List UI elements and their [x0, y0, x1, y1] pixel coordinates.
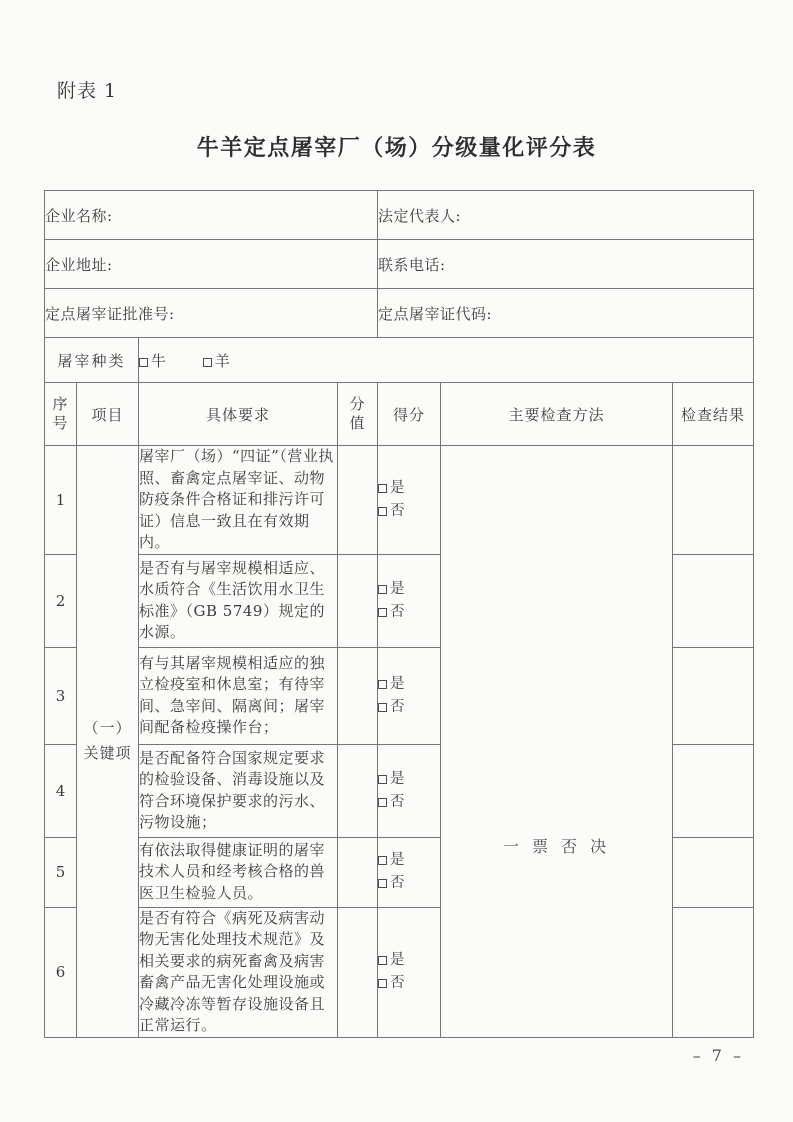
yes-label: 是 — [390, 852, 405, 868]
group-label-line1: （一） — [83, 718, 132, 737]
checkbox-no-row5[interactable] — [378, 879, 387, 888]
group-label-line2: 关键项 — [83, 744, 132, 763]
row1-result-cell — [673, 446, 754, 555]
row2-option-yes — [378, 578, 440, 601]
row6-result-cell — [673, 907, 754, 1037]
row1-requirement: 屠宰厂（场）“四证”（营业执照、畜禽定点屠宰证、动物防疫条件合格证和排污许可证）信息一致且在有效期内。 — [139, 446, 338, 555]
row1-option-yes — [378, 477, 440, 500]
checkbox-no-row4[interactable] — [378, 798, 387, 807]
method-veto-cell — [441, 446, 673, 1038]
no-label: 否 — [390, 603, 405, 620]
header-points: 得分 — [378, 383, 441, 446]
checkbox-yes-row2[interactable] — [378, 585, 387, 594]
yes-label: 是 — [390, 580, 405, 597]
row6-option-no — [378, 972, 440, 995]
header-no — [45, 383, 77, 446]
slaughter-cert-approval-label: 定点屠宰证批准号: — [45, 289, 378, 338]
company-address-label: 企业地址: — [45, 240, 378, 289]
checkbox-cattle[interactable] — [139, 358, 148, 367]
species-option-sheep — [203, 350, 230, 371]
species-options-cell — [139, 338, 754, 383]
row3-option-yes — [378, 673, 440, 696]
checkbox-yes-row3[interactable] — [378, 680, 387, 689]
row4-no: 4 — [45, 744, 77, 837]
species-cattle-label: 牛 — [151, 351, 167, 370]
row3-score-value-cell — [338, 647, 378, 744]
header-method: 主要检查方法 — [441, 383, 673, 446]
header-no-line2: 号 — [52, 414, 69, 432]
species-sheep-label: 羊 — [214, 351, 230, 370]
row2-result-cell — [673, 554, 754, 647]
info-row-certificate — [45, 289, 754, 338]
row5-option-no — [378, 872, 440, 895]
checkbox-no-row1[interactable] — [378, 507, 387, 516]
yes-label: 是 — [390, 479, 405, 496]
row5-requirement: 有依法取得健康证明的屠宰技术人员和经考核合格的兽医卫生检验人员。 — [139, 837, 338, 907]
no-label: 否 — [390, 698, 405, 715]
scoring-form-table — [44, 190, 754, 1038]
attachment-label: 附表 1 — [57, 80, 118, 102]
row5-points-cell — [378, 837, 441, 907]
row3-requirement: 有与其屠宰规模相适应的独立检疫室和休息室；有待宰间、急宰间、隔离间；屠宰间配备检疫操作台； — [139, 647, 338, 744]
row2-no: 2 — [45, 554, 77, 647]
row2-option-no — [378, 601, 440, 624]
row4-requirement: 是否配备符合国家规定要求的检验设备、消毒设施以及符合环境保护要求的污水、污物设施； — [139, 744, 338, 837]
no-label: 否 — [390, 502, 405, 519]
info-row-address — [45, 240, 754, 289]
row4-option-no — [378, 791, 440, 814]
checkbox-no-row6[interactable] — [378, 979, 387, 988]
row4-points-cell — [378, 744, 441, 837]
species-label: 屠宰种类 — [45, 338, 139, 383]
row3-result-cell — [673, 647, 754, 744]
row6-requirement: 是否有符合《病死及病害动物无害化处理技术规范》及相关要求的病死畜禽及病害畜禽产品无害化处理设施或冷藏冷冻等暂存设施设备且正常运行。 — [139, 907, 338, 1037]
row2-requirement: 是否有与屠宰规模相适应、水质符合《生活饮用水卫生标准》（GB 5749）规定的水源。 — [139, 554, 338, 647]
page-number: – 7 – — [692, 1046, 744, 1065]
header-result: 检查结果 — [673, 383, 754, 446]
row5-result-cell — [673, 837, 754, 907]
row3-no: 3 — [45, 647, 77, 744]
slaughter-cert-code-label: 定点屠宰证代码: — [378, 289, 754, 338]
row3-option-no — [378, 696, 440, 719]
group-key-items-cell — [77, 446, 139, 1038]
checkbox-yes-row4[interactable] — [378, 775, 387, 784]
row6-score-value-cell — [338, 907, 378, 1037]
no-label: 否 — [390, 875, 405, 891]
row5-score-value-cell — [338, 837, 378, 907]
checkbox-no-row3[interactable] — [378, 703, 387, 712]
row4-result-cell — [673, 744, 754, 837]
page-title: 牛羊定点屠宰厂（场）分级量化评分表 — [196, 135, 597, 161]
checkbox-no-row2[interactable] — [378, 608, 387, 617]
row2-score-value-cell — [338, 554, 378, 647]
header-score-value — [338, 383, 378, 446]
no-label: 否 — [390, 975, 405, 991]
company-name-label: 企业名称: — [45, 191, 378, 240]
legal-representative-label: 法定代表人: — [378, 191, 754, 240]
checkbox-yes-row6[interactable] — [378, 956, 387, 965]
checkbox-yes-row5[interactable] — [378, 856, 387, 865]
info-row-name — [45, 191, 754, 240]
yes-label: 是 — [390, 952, 405, 968]
header-score-line2: 值 — [349, 414, 366, 432]
no-label: 否 — [390, 793, 405, 810]
species-row — [45, 338, 754, 383]
row6-option-yes — [378, 949, 440, 972]
contact-phone-label: 联系电话: — [378, 240, 754, 289]
row6-points-cell — [378, 907, 441, 1037]
checkbox-sheep[interactable] — [203, 358, 212, 367]
row3-points-cell — [378, 647, 441, 744]
checkbox-yes-row1[interactable] — [378, 484, 387, 493]
yes-label: 是 — [390, 770, 405, 787]
table-header-row — [45, 383, 754, 446]
row5-no: 5 — [45, 837, 77, 907]
row4-option-yes — [378, 768, 440, 791]
row2-points-cell — [378, 554, 441, 647]
species-option-cattle — [139, 350, 166, 371]
header-no-line1: 序 — [52, 395, 69, 414]
row6-no: 6 — [45, 907, 77, 1037]
row1-option-no — [378, 500, 440, 523]
row1-points-cell — [378, 446, 441, 555]
header-score-line1: 分 — [349, 395, 366, 414]
row1-score-value-cell — [338, 446, 378, 555]
row1-no: 1 — [45, 446, 77, 555]
header-item: 项目 — [77, 383, 139, 446]
row5-option-yes — [378, 849, 440, 872]
header-requirement: 具体要求 — [139, 383, 338, 446]
table-row — [45, 446, 754, 555]
method-veto-note: 一 票 否 决 — [502, 836, 611, 856]
row4-score-value-cell — [338, 744, 378, 837]
yes-label: 是 — [390, 675, 405, 692]
